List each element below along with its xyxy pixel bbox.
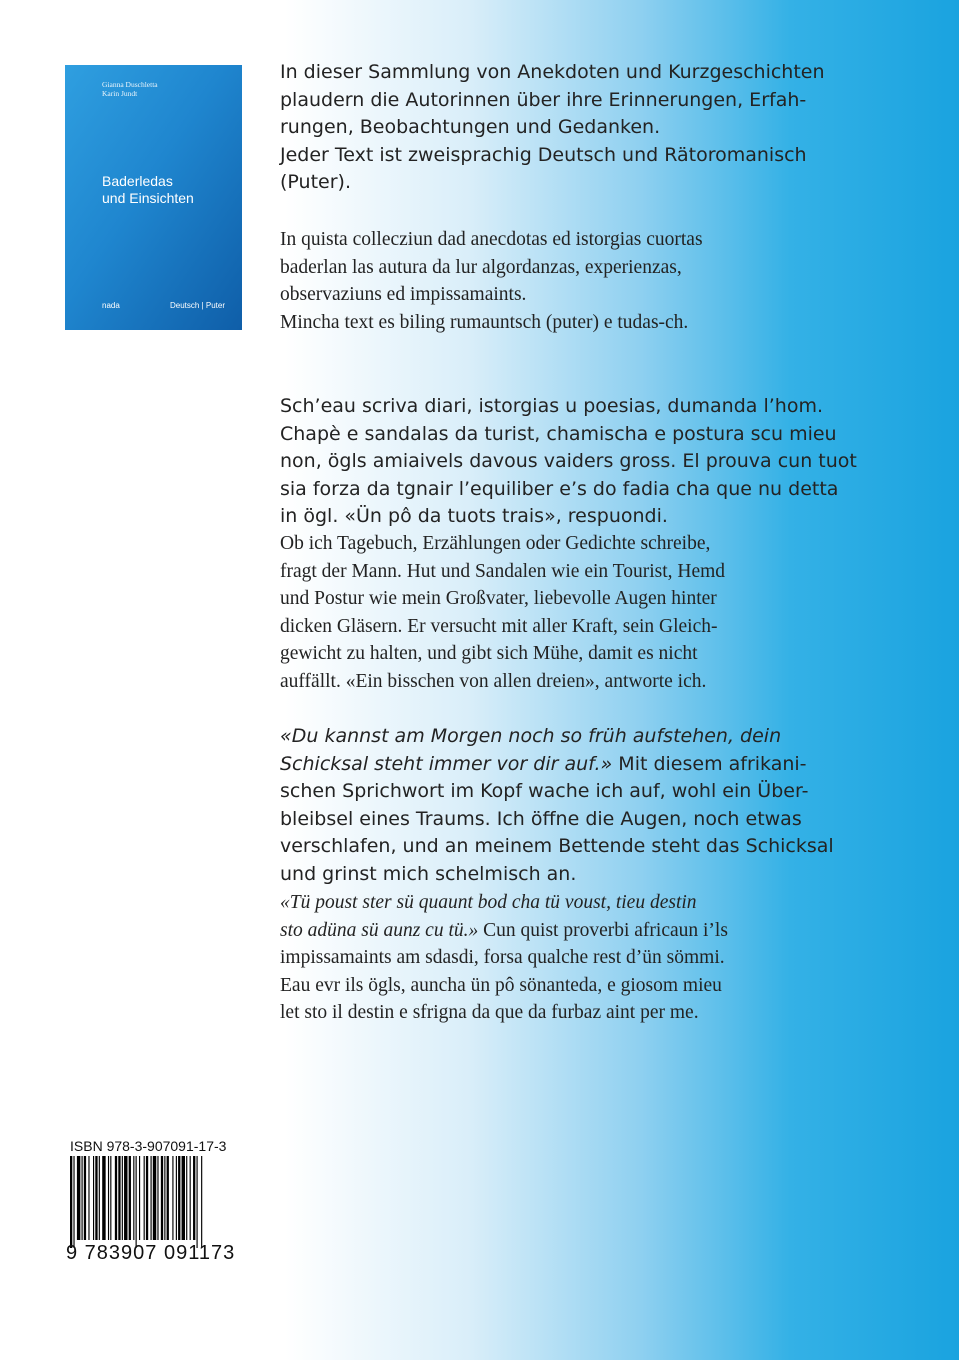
barcode-bar (151, 1156, 152, 1240)
barcode-bar (139, 1156, 140, 1240)
excerpt-1-romansh: Sch’eau scriva diari, istorgias u poesias, dumanda l’hom. Chapè e sandalas da turist, chamischa e postura scu mieu non, ögls amiaivels davous vaiders gross. El prouva cun tuot sia forza da tgnair l’equiliber e’s do fadia cha que nu detta in ögl. «Ün pô da tuots trais», respuondi. (280, 395, 857, 527)
excerpt-1-german: Ob ich Tagebuch, Erzählungen oder Gedichte schreibe, fragt der Mann. Hut und Sandalen wie ein Tourist, Hemd und Postur wie mein Großvater, liebevolle Augen hinter dicken Gläsern. Er versucht mit aller Kraft, sein Gleich- gewicht zu halten, und gibt sich Mühe, damit es nicht auffällt. «Ein bisschen von allen dreien», antworte ich. (280, 533, 726, 692)
barcode-bar (201, 1156, 202, 1248)
barcode-bar (190, 1156, 191, 1240)
barcode-bar (136, 1156, 137, 1248)
barcode-bar (110, 1156, 111, 1240)
barcode-bar (129, 1156, 131, 1240)
barcode-bar (176, 1156, 177, 1240)
intro-german: In dieser Sammlung von Anekdoten und Kurzgeschichten plaudern die Autorinnen über ihre Erinnerungen, Erfah- rungen, Beobachtungen und Gedanken. Jeder Text ist zweisprachig Deutsch und Rätoromanisch (Puter). (280, 61, 825, 193)
barcode-bar (172, 1156, 173, 1240)
barcode-bar (102, 1156, 105, 1240)
barcode-bar (115, 1156, 117, 1240)
barcode-bar (167, 1156, 169, 1240)
barcode-bar (144, 1156, 145, 1240)
barcode-bar (99, 1156, 100, 1240)
barcode-bar (164, 1156, 165, 1240)
barcode-bar (77, 1156, 80, 1240)
barcode-bar (108, 1156, 109, 1240)
barcode-bar (93, 1156, 94, 1240)
barcode-bar (124, 1156, 127, 1240)
barcode-icon (70, 1156, 240, 1248)
isbn-digits: 9 783907 091173 (66, 1242, 236, 1264)
barcode-bar (118, 1156, 120, 1240)
barcode-bar (197, 1156, 198, 1248)
cover-publisher: nada (102, 301, 120, 310)
barcode-bar (133, 1156, 134, 1240)
barcode-bar (88, 1156, 89, 1240)
barcode-bar (157, 1156, 158, 1240)
barcode-bar (186, 1156, 187, 1240)
cover-languages: Deutsch | Puter (170, 301, 225, 310)
book-cover-thumbnail (65, 65, 242, 330)
barcode-bar (84, 1156, 86, 1240)
barcode-bar (122, 1156, 123, 1240)
barcode-bar (70, 1156, 72, 1248)
barcode-bar (161, 1156, 163, 1240)
intro-romansh: In quista collecziun dad anecdotas ed istorgias cuortas baderlan las autura da lur algordanzas, experienzas, observaziuns ed impissamaints. Mincha text es biling rumauntsch (puter) e tudas-ch. (280, 229, 703, 333)
isbn-label: ISBN 978-3-907091-17-3 (70, 1138, 227, 1154)
barcode-bar (153, 1156, 156, 1240)
barcode-bar (193, 1156, 195, 1240)
cover-authors: Gianna Duschletta Karin Jundt (102, 80, 158, 98)
cover-title: Baderledas und Einsichten (102, 173, 194, 206)
excerpt-2-romansh: «Tü poust ster sü quaunt bod cha tü voust, tieu destin sto adüna sü aunz cu tü.» Cun quist proverbi africaun i’ls impissamaints am sdasdi, forsa qualche rest d’ün sömmi. Eau evr ils ögls, auncha ün pô sönanteda, e giosom mieu let sto il destin e sfrigna da que da furbaz aint per me. (280, 892, 728, 1023)
barcode-bar (178, 1156, 180, 1240)
barcode-bar (82, 1156, 83, 1240)
excerpt-2-german: «Du kannst am Morgen noch so früh aufstehen, dein Schicksal steht immer vor dir auf.» Mit diesem afrikani- schen Sprichwort im Kopf wache ich auf, wohl ein Über- bleibsel eines Traums. Ich öffne die Augen, noch etwas verschlafen, und an meinem Bettende steht das Schicksal und grinst mich schelmisch an. (280, 725, 834, 885)
barcode-bar (73, 1156, 74, 1248)
barcode-bar (182, 1156, 185, 1240)
barcode-bar (146, 1156, 148, 1240)
barcode-bar (95, 1156, 97, 1240)
